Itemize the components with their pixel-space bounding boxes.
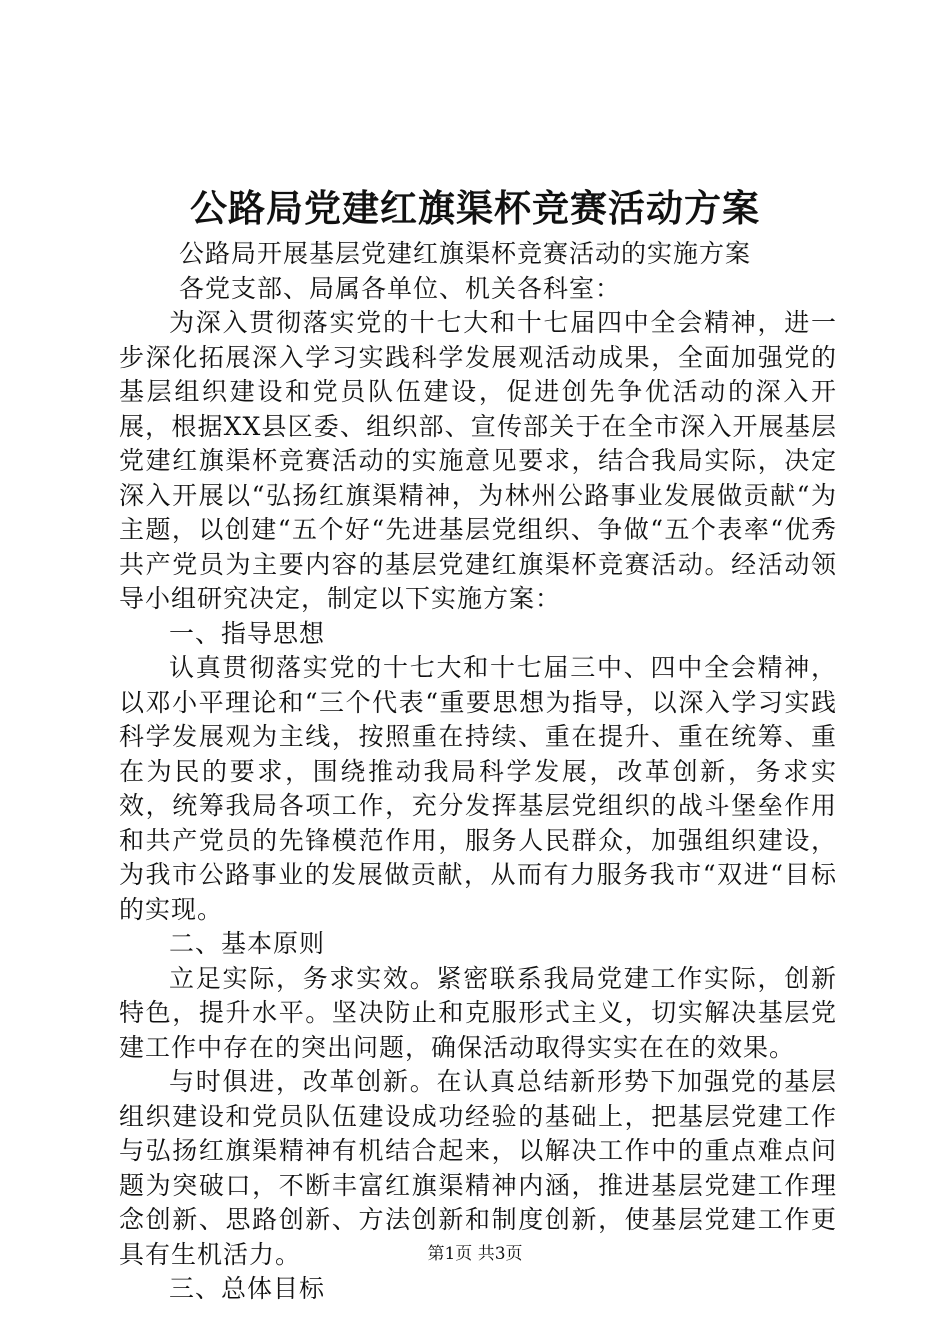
document-title: 公路局党建红旗渠杯竞赛活动方案 — [190, 186, 760, 230]
section-heading-1: 一、指导思想 — [169, 618, 326, 648]
section-heading-3: 三、总体目标 — [169, 1274, 326, 1303]
paragraph-guiding-thought: 认真贯彻落实党的十七大和十七届三中、四中全会精神，以邓小平理论和“三个代表“重要思想为指导，以深入学习实践科学发展观为主线，按照重在持续、重在提升、重在统筹、重在为民的要求，围绕推动我局科学发展，改革创新，务求实效，统筹我局各项工作，充分发挥基层党组织的战斗堡垒作用和共产党员的先锋模范作用，服务人民群众，加强组织建设，为我市公路事业的发展做贡献，从而有力服务我市“双进“目标的实现。 — [119, 653, 837, 924]
paragraph-intro: 为深入贯彻落实党的十七大和十七届四中全会精神，进一步深化拓展深入学习实践科学发展观活动成果，全面加强党的基层组织建设和党员队伍建设，促进创先争优活动的深入开展，根据XX县区委、组织部、宣传部关于在全市深入开展基层党建红旗渠杯竞赛活动的实施意见要求，结合我局实际，决定深入开展以“弘扬红旗渠精神，为林州公路事业发展做贡献“为主题，以创建“五个好“先进基层党组织、争做“五个表率“优秀共产党员为主要内容的基层党建红旗渠杯竞赛活动。经活动领导小组研究决定，制定以下实施方案： — [119, 308, 837, 613]
section-heading-2: 二、基本原则 — [169, 929, 326, 958]
paragraph-subtitle: 公路局开展基层党建红旗渠杯竞赛活动的实施方案 — [179, 239, 752, 268]
paragraph-salutation: 各党支部、局属各单位、机关各科室： — [179, 273, 622, 303]
paragraph-principle-1: 立足实际，务求实效。紧密联系我局党建工作实际，创新特色，提升水平。坚决防止和克服形式主义，切实解决基层党建工作中存在的突出问题，确保活动取得实实在在的效果。 — [119, 963, 837, 1062]
page-footer: 第1页 共3页 — [427, 1244, 523, 1264]
document-body — [119, 237, 837, 1307]
paragraph-principle-2: 与时俱进，改革创新。在认真总结新形势下加强党的基层组织建设和党员队伍建设成功经验的基础上，把基层党建工作与弘扬红旗渠精神有机结合起来，以解决工作中的重点难点问题为突破口，不断丰富红旗渠精神内涵，推进基层党建工作理念创新、思路创新、方法创新和制度创新，使基层党建工作更具有生机活力。 — [119, 1067, 837, 1269]
